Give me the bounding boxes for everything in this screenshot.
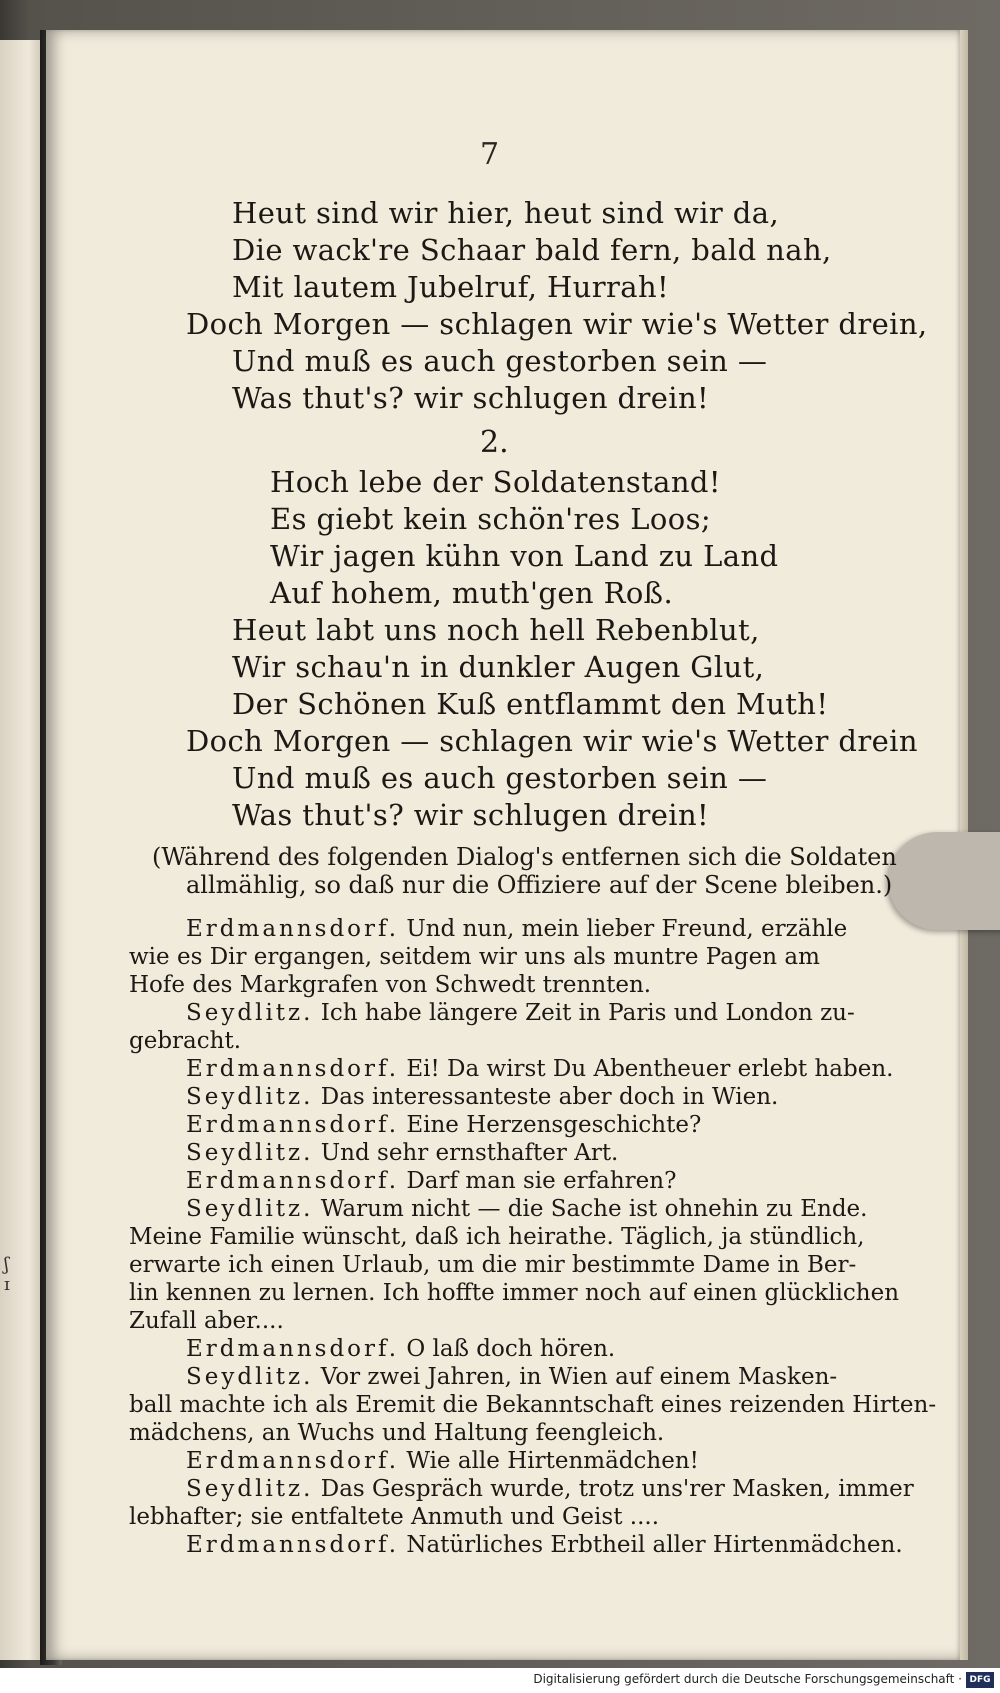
- dialogue-line: [186, 1336, 615, 1362]
- verse-line: Doch Morgen — schlagen wir wie's Wetter drein: [186, 724, 918, 758]
- speaker-name: Seydlitz.: [186, 1084, 314, 1110]
- dialogue-line: [186, 916, 847, 942]
- speaker-name: Erdmannsdorf.: [186, 1336, 400, 1362]
- dialogue-text: O laß doch hören.: [406, 1336, 616, 1362]
- digitization-credit: Digitalisierung gefördert durch die Deutsche Forschungsgemeinschaft ·: [533, 1672, 962, 1686]
- stage-direction-line: allmählig, so daß nur die Offiziere auf der Scene bleiben.): [186, 871, 893, 899]
- dialogue-text: Vor zwei Jahren, in Wien auf einem Masken-: [320, 1364, 838, 1390]
- verse-line: Es giebt kein schön'res Loos;: [270, 502, 712, 536]
- dfg-logo: DFG: [966, 1672, 994, 1688]
- footer-bar: [0, 1668, 1000, 1693]
- dialogue-line: [186, 1532, 903, 1558]
- verse-line: Der Schönen Kuß entflammt den Muth!: [232, 687, 829, 721]
- speaker-name: Erdmannsdorf.: [186, 916, 400, 942]
- dialogue-text: Warum nicht — die Sache ist ohnehin zu Ende.: [320, 1196, 868, 1222]
- dialogue-line: [186, 1448, 699, 1474]
- dialogue-line: [186, 1364, 837, 1390]
- verse-line: Hoch lebe der Soldatenstand!: [270, 465, 721, 499]
- dialogue-line: wie es Dir ergangen, seitdem wir uns als muntre Pagen am: [129, 944, 820, 970]
- dialogue-text: Das Gespräch wurde, trotz uns'rer Masken, immer: [320, 1476, 914, 1502]
- dialogue-line: [186, 1140, 618, 1166]
- dialogue-line: Hofe des Markgrafen von Schwedt trennten.: [129, 972, 652, 998]
- dialogue-line: gebracht.: [129, 1028, 242, 1054]
- verse-line: Heut sind wir hier, heut sind wir da,: [232, 196, 780, 230]
- speaker-name: Erdmannsdorf.: [186, 1532, 400, 1558]
- stanza-number: 2.: [480, 425, 509, 460]
- verse-line: Mit lautem Jubelruf, Hurrah!: [232, 270, 670, 304]
- verse-line: Auf hohem, muth'gen Roß.: [270, 576, 674, 610]
- left-page-mark: ʃ: [4, 1254, 9, 1275]
- dialogue-text: Und nun, mein lieber Freund, erzähle: [406, 916, 848, 942]
- left-page-mark: ɪ: [4, 1274, 10, 1295]
- dialogue-text: Das interessanteste aber doch in Wien.: [320, 1084, 779, 1110]
- dialogue-line: lebhafter; sie entfaltete Anmuth und Geist ....: [129, 1504, 659, 1530]
- dialogue-line: [186, 1000, 855, 1026]
- dialogue-text: Natürliches Erbtheil aller Hirtenmädchen.: [406, 1532, 903, 1558]
- dialogue-line: erwarte ich einen Urlaub, um die mir bestimmte Dame in Ber-: [129, 1252, 857, 1278]
- dialogue-line: lin kennen zu lernen. Ich hoffte immer noch auf einen glücklichen: [129, 1280, 900, 1306]
- dialogue-text: Wie alle Hirtenmädchen!: [406, 1448, 699, 1474]
- verse-line: Heut labt uns noch hell Rebenblut,: [232, 613, 760, 647]
- dialogue-text: Ich habe längere Zeit in Paris und London zu-: [320, 1000, 855, 1026]
- dialogue-text: Und sehr ernsthafter Art.: [320, 1140, 619, 1166]
- speaker-name: Erdmannsdorf.: [186, 1448, 400, 1474]
- speaker-name: Seydlitz.: [186, 1364, 314, 1390]
- dialogue-line: [186, 1196, 867, 1222]
- verse-line: Was thut's? wir schlugen drein!: [232, 381, 710, 415]
- speaker-name: Erdmannsdorf.: [186, 1056, 400, 1082]
- speaker-name: Seydlitz.: [186, 1476, 314, 1502]
- dialogue-text: Eine Herzensgeschichte?: [406, 1112, 702, 1138]
- dialogue-line: [186, 1112, 701, 1138]
- speaker-name: Seydlitz.: [186, 1140, 314, 1166]
- dialogue-line: ball machte ich als Eremit die Bekanntschaft eines reizenden Hirten-: [129, 1392, 937, 1418]
- dialogue-line: mädchens, an Wuchs und Haltung feengleich.: [129, 1420, 665, 1446]
- dialogue-line: Zufall aber....: [129, 1308, 284, 1334]
- left-page-marks: [4, 1255, 14, 1295]
- verse-line: Und muß es auch gestorben sein —: [232, 344, 768, 378]
- page-clip: [888, 832, 1000, 930]
- speaker-name: Seydlitz.: [186, 1196, 314, 1222]
- speaker-name: Erdmannsdorf.: [186, 1112, 400, 1138]
- dialogue-line: [186, 1476, 914, 1502]
- dialogue-line: Meine Familie wünscht, daß ich heirathe. Täglich, ja stündlich,: [129, 1224, 865, 1250]
- speaker-name: Erdmannsdorf.: [186, 1168, 400, 1194]
- dialogue-line: [186, 1084, 778, 1110]
- verse-line: Wir schau'n in dunkler Augen Glut,: [232, 650, 765, 684]
- verse-line: Und muß es auch gestorben sein —: [232, 761, 768, 795]
- verse-line: Doch Morgen — schlagen wir wie's Wetter drein,: [186, 307, 928, 341]
- dialogue-text: Ei! Da wirst Du Abentheuer erlebt haben.: [406, 1056, 894, 1082]
- dialogue-line: [186, 1056, 893, 1082]
- verse-line: Wir jagen kühn von Land zu Land: [270, 539, 779, 573]
- page-number: 7: [480, 137, 500, 172]
- dialogue-text: Darf man sie erfahren?: [406, 1168, 677, 1194]
- dialogue-line: [186, 1168, 676, 1194]
- verse-line: Die wack're Schaar bald fern, bald nah,: [232, 233, 832, 267]
- speaker-name: Seydlitz.: [186, 1000, 314, 1026]
- verse-line: Was thut's? wir schlugen drein!: [232, 798, 710, 832]
- stage-direction-line: (Während des folgenden Dialog's entfernen sich die Soldaten: [152, 843, 897, 871]
